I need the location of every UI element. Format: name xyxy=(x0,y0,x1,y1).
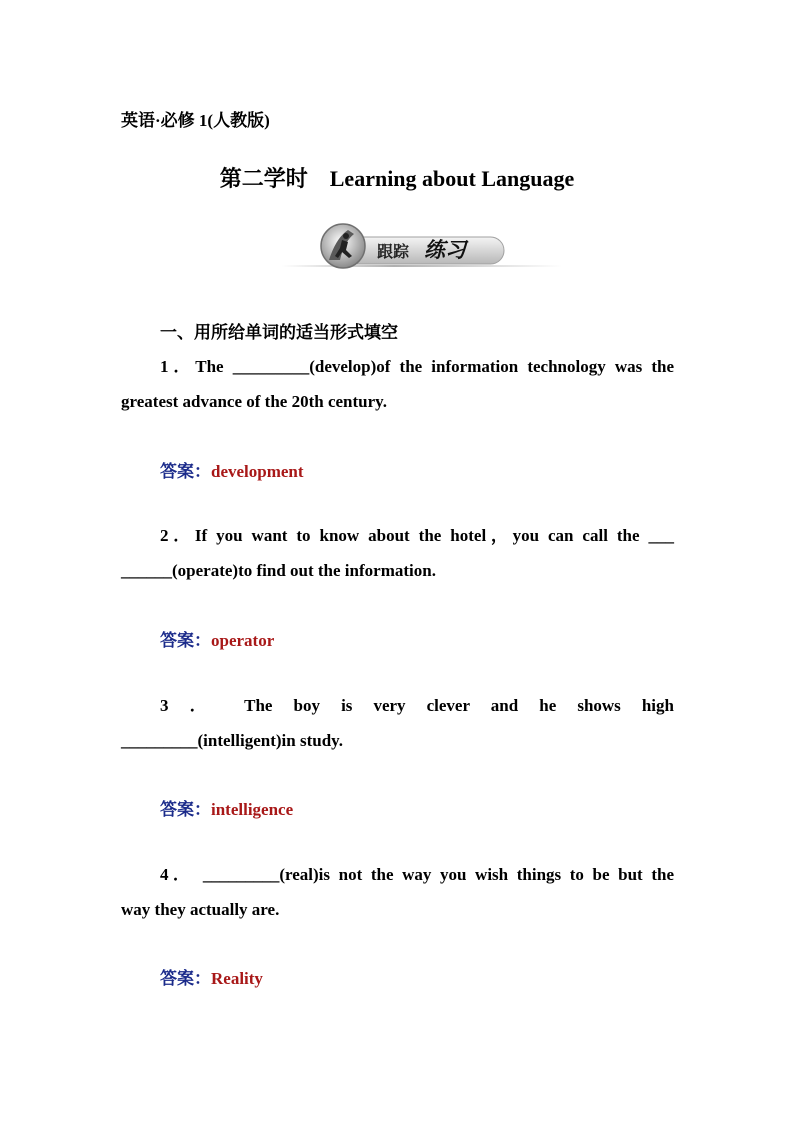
answer-3 xyxy=(160,795,293,820)
question-4-line-2: way they actually are. xyxy=(121,900,280,919)
practice-badge xyxy=(282,220,562,272)
badge-label-1: 跟踪 xyxy=(377,242,410,261)
question-1-line-2: greatest advance of the 20th century. xyxy=(121,392,387,411)
answer-2-value: operator xyxy=(211,631,275,650)
answer-2-label: 答案： xyxy=(160,631,211,650)
question-2-line-1: 2．If you want to know about the hotel，you can call the ___ xyxy=(160,526,674,545)
lesson-title-en: Learning about Language xyxy=(329,166,575,191)
answer-1-label: 答案： xyxy=(160,462,211,481)
question-4 xyxy=(121,857,674,927)
answer-4-label: 答案： xyxy=(160,969,211,988)
answer-4-value: Reality xyxy=(211,969,263,988)
lesson-title-cn: 第二学时 xyxy=(219,166,308,191)
question-2-line-2: ______(operate)to find out the information. xyxy=(121,561,436,580)
question-3 xyxy=(121,688,674,758)
answer-4 xyxy=(160,964,263,989)
answer-1 xyxy=(160,457,304,482)
section-heading: 一、用所给单词的适当形式填空 xyxy=(160,323,398,342)
answer-1-value: development xyxy=(211,462,304,481)
question-1-line-1: 1．The _________(develop)of the information technology was the xyxy=(160,357,674,376)
question-4-line-1: 4． _________(real)is not the way you wish things to be but the xyxy=(160,865,674,884)
badge-label-2: 练习 xyxy=(424,237,466,262)
lesson-title xyxy=(0,162,794,193)
question-1 xyxy=(121,349,674,419)
answer-3-value: intelligence xyxy=(211,800,294,819)
book-header: 英语·必修 1(人教版) xyxy=(121,111,270,130)
answer-2 xyxy=(160,626,274,651)
answer-3-label: 答案： xyxy=(160,800,211,819)
question-2 xyxy=(121,518,674,588)
question-3-line-2: _________(intelligent)in study. xyxy=(121,731,343,750)
question-3-line-1: 3 ． The boy is very clever and he shows high xyxy=(160,696,674,715)
